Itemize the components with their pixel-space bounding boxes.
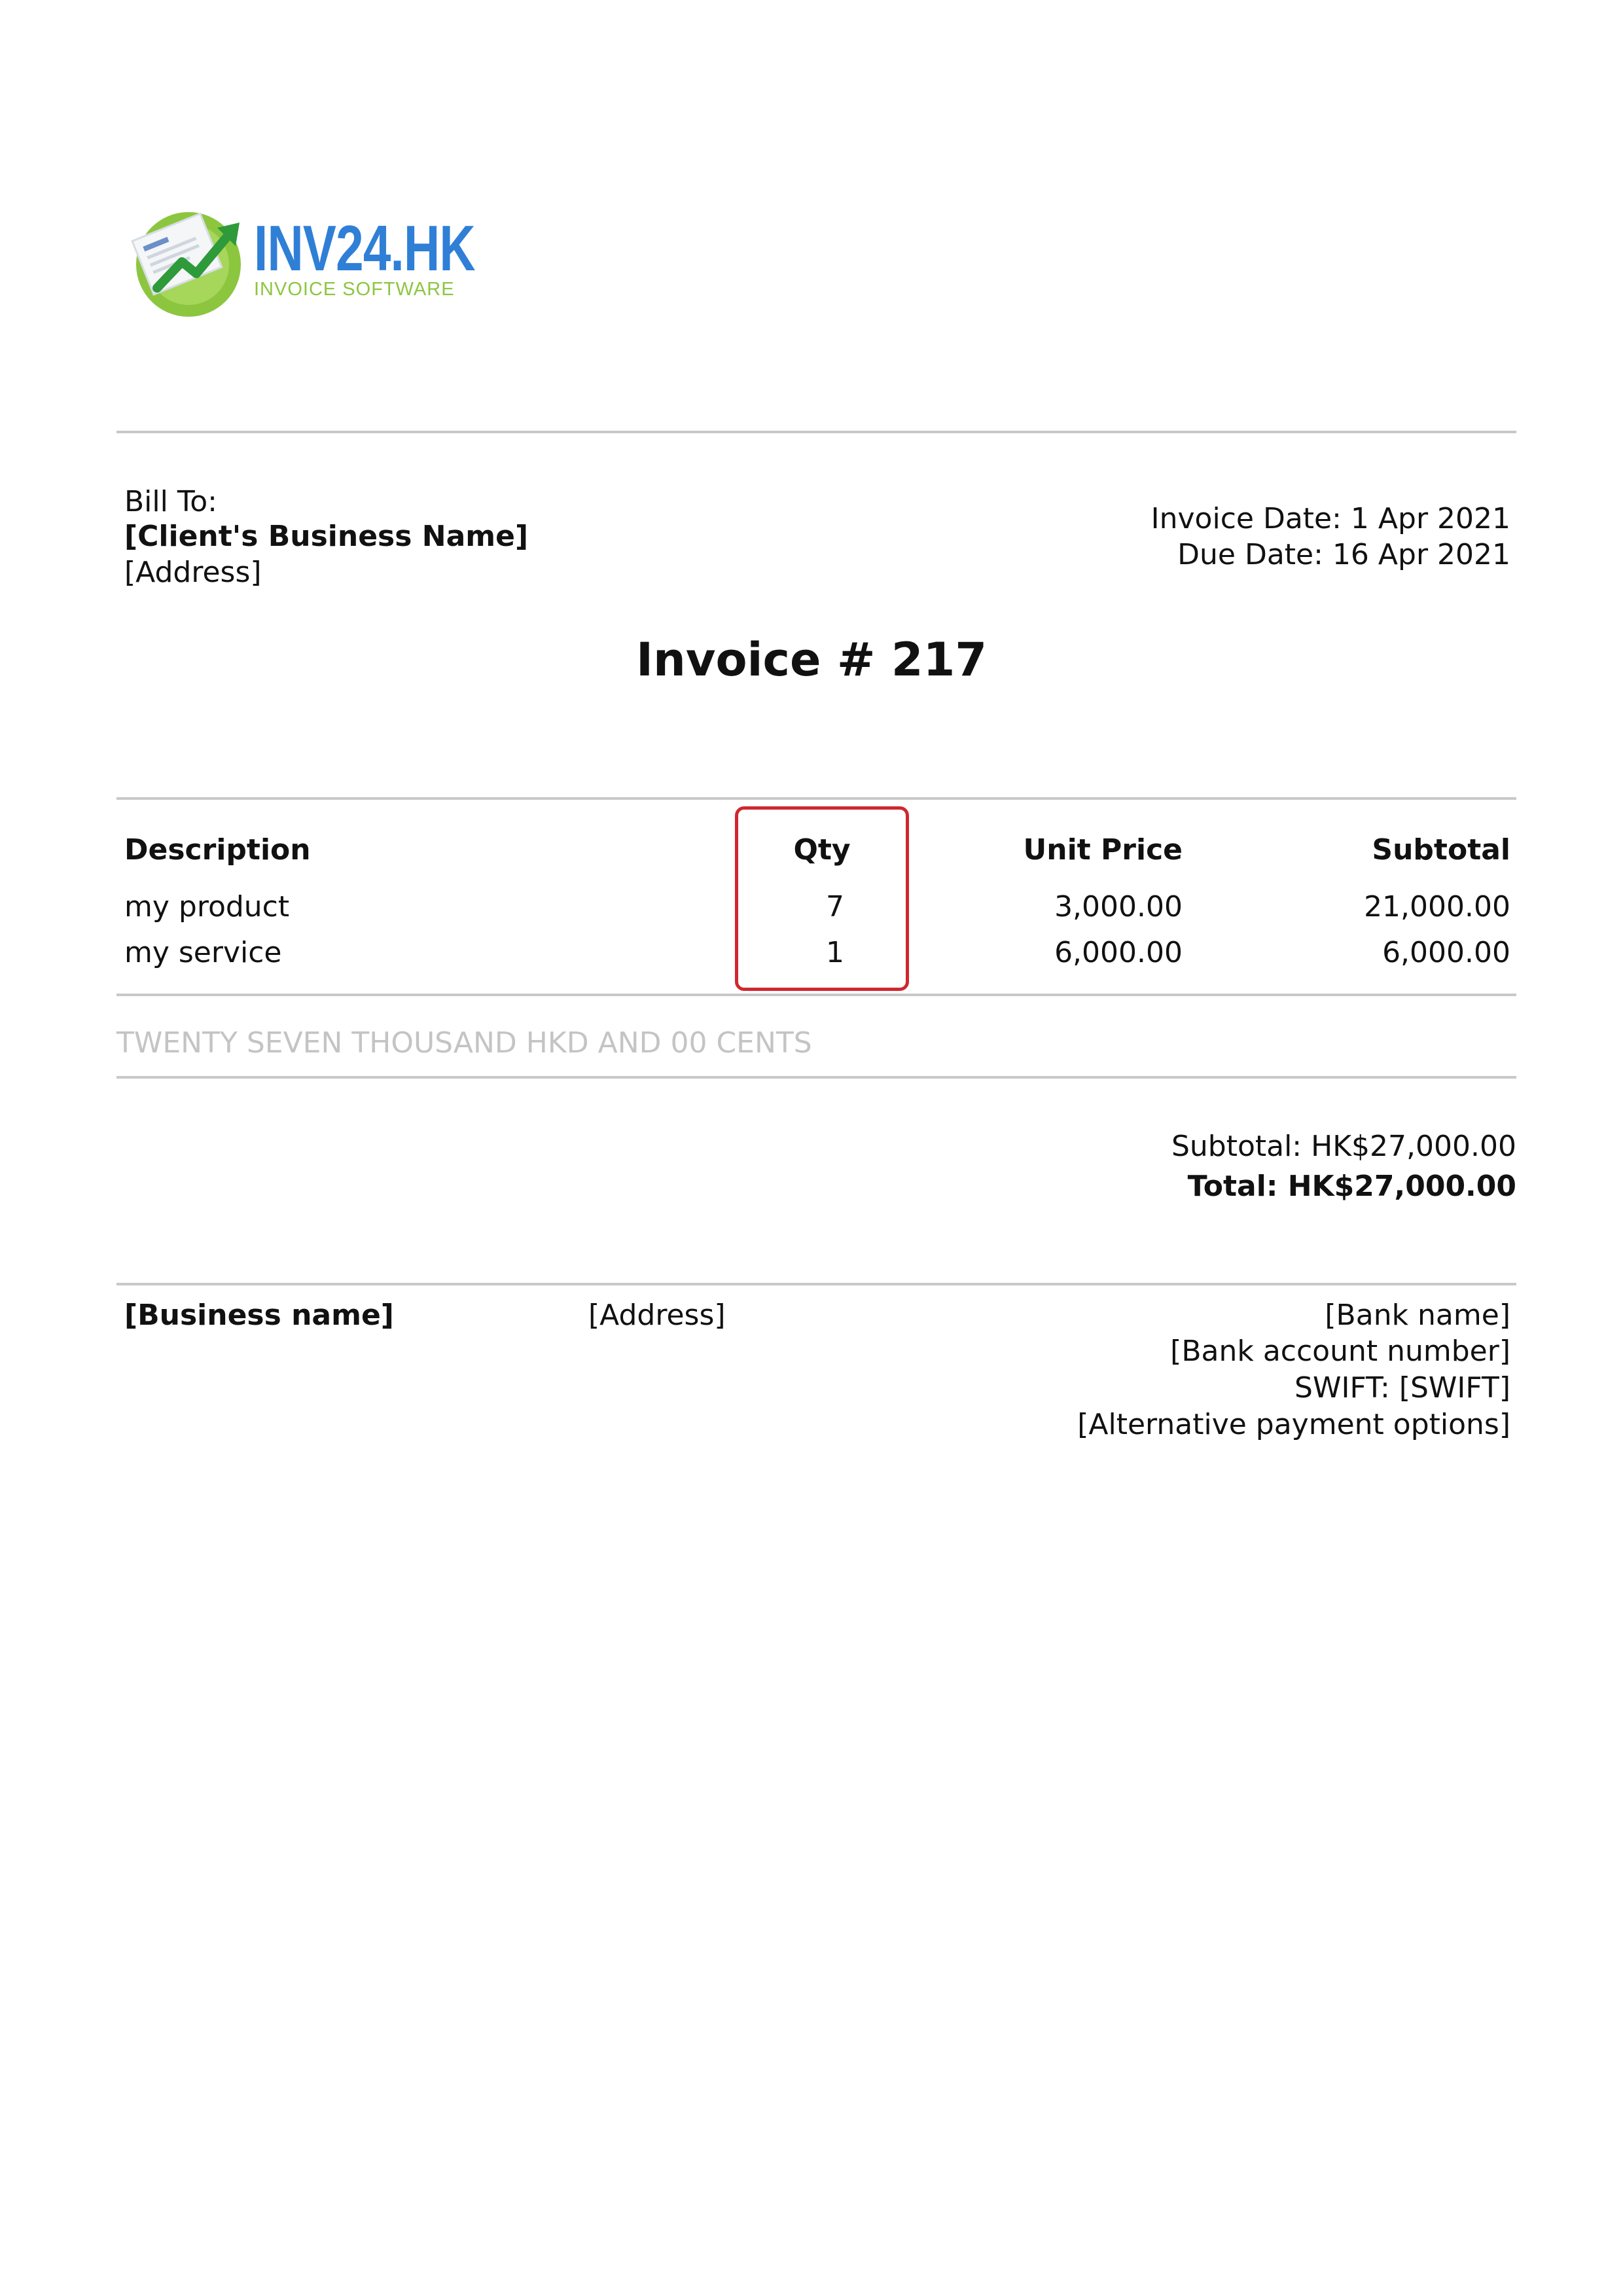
summary-total: Total: HK$27,000.00 [1187,1170,1516,1203]
summary-subtotal: Subtotal: HK$27,000.00 [1171,1130,1516,1163]
column-header-unit-price: Unit Price [1023,833,1183,867]
footer-swift: SWIFT: [SWIFT] [1294,1371,1510,1405]
row-subtotal: 21,000.00 [1364,890,1510,924]
column-header-qty: Qty [793,833,851,867]
logo-tagline: INVOICE SOFTWARE [254,279,455,300]
bill-to-label: Bill To: [124,485,217,518]
row-unit-price: 3,000.00 [1054,890,1183,924]
amount-in-words: TWENTY SEVEN THOUSAND HKD AND 00 CENTS [116,1026,812,1060]
column-header-description: Description [124,833,311,867]
due-date: Due Date: 16 Apr 2021 [1177,538,1510,571]
row-description: my product [124,890,290,924]
row-description: my service [124,936,282,969]
logo-wordmark: INV24.HK [254,212,475,284]
row-unit-price: 6,000.00 [1054,936,1183,969]
footer-bank-name: [Bank name] [1325,1299,1510,1332]
footer-business-name: [Business name] [124,1299,394,1332]
client-address: [Address] [124,556,262,589]
footer-address: [Address] [588,1299,726,1332]
invoice-date: Invoice Date: 1 Apr 2021 [1150,502,1510,535]
qty-column-highlight [735,806,909,991]
client-business-name: [Client's Business Name] [124,520,529,553]
footer-alternative-payment: [Alternative payment options] [1077,1408,1510,1441]
footer-divider [116,1283,1516,1285]
top-divider [116,431,1516,433]
row-qty: 7 [826,890,844,924]
invoice-title: Invoice # 217 [635,633,988,687]
footer-bank-account: [Bank account number] [1170,1335,1510,1368]
row-subtotal: 6,000.00 [1382,936,1510,969]
row-qty: 1 [826,936,844,969]
column-header-subtotal: Subtotal [1372,833,1510,867]
words-divider [116,1076,1516,1079]
table-top-divider [116,797,1516,800]
table-bottom-divider [116,994,1516,996]
